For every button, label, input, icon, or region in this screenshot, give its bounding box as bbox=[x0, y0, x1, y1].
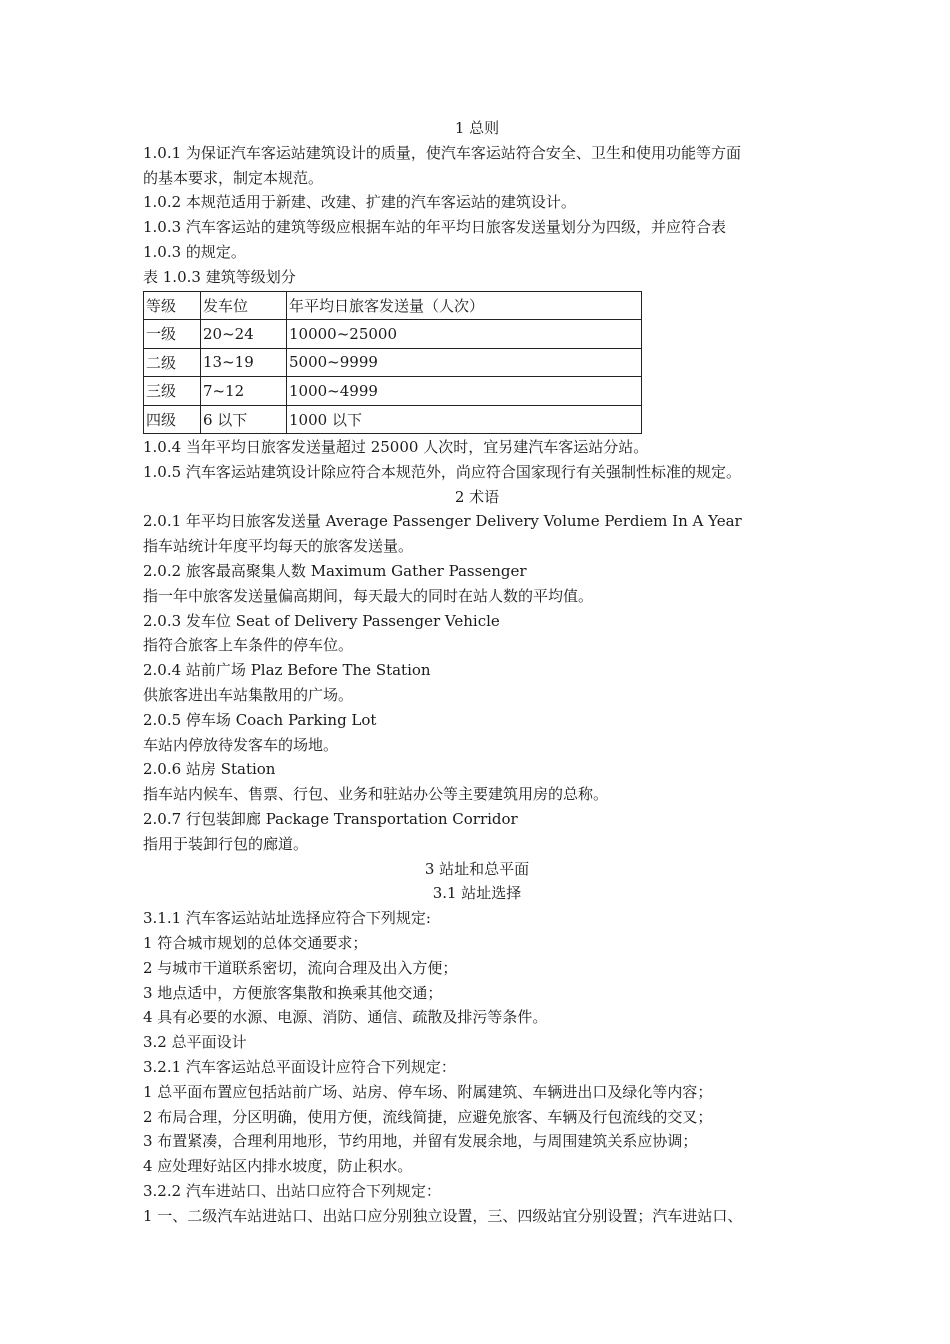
list-item: 4 应处理好站区内排水坡度，防止积水。 bbox=[143, 1157, 413, 1176]
clause-3-2-1: 3.2.1 汽车客运站总平面设计应符合下列规定： bbox=[143, 1058, 456, 1076]
list-item: 2 与城市干道联系密切，流向合理及出入方便； bbox=[143, 958, 458, 977]
list-item: 1 符合城市规划的总体交通要求； bbox=[143, 934, 368, 953]
list-item: 2 布局合理，分区明确，使用方便，流线简捷，应避免旅客、车辆及行包流线的交叉； bbox=[143, 1107, 713, 1126]
term-2-0-4: 2.0.4 站前广场 Plaz Before The Station bbox=[143, 661, 431, 680]
list-item: 1 总平面布置应包括站前广场、站房、停车场、附属建筑、车辆进出口及绿化等内容； bbox=[143, 1082, 713, 1101]
clause-1-0-3: 1.0.3 汽车客运站的建筑等级应根据车站的年平均日旅客发送量划分为四级，并应符合表 bbox=[143, 218, 726, 237]
list-item: 3 地点适中，方便旅客集散和换乘其他交通； bbox=[143, 983, 443, 1002]
table-row bbox=[144, 377, 642, 406]
document-page bbox=[143, 116, 811, 1229]
table-cell: 6 以下 bbox=[201, 405, 287, 434]
table-cell: 20~24 bbox=[201, 320, 287, 349]
table-cell: 四级 bbox=[144, 405, 201, 434]
term-definition: 指符合旅客上车条件的停车位。 bbox=[143, 636, 354, 655]
section-heading-general: 1 总则 bbox=[454, 119, 500, 137]
table-cell: 1000 以下 bbox=[287, 405, 642, 434]
term-2-0-6: 2.0.6 站房 Station bbox=[143, 760, 276, 779]
section-heading-terms: 2 术语 bbox=[454, 487, 500, 506]
clause-1-0-4: 1.0.4 当年平均日旅客发送量超过 25000 人次时，宜另建汽车客运站分站。 bbox=[143, 438, 649, 457]
clause-1-0-1: 1.0.1 为保证汽车客运站建筑设计的质量，使汽车客运站符合安全、卫生和使用功能等方面 bbox=[143, 143, 741, 162]
table-row bbox=[144, 348, 642, 377]
term-definition: 指一年中旅客发送量偏高期间，每天最大的同时在站人数的平均值。 bbox=[143, 586, 594, 605]
clause-1-0-2: 1.0.2 本规范适用于新建、改建、扩建的汽车客运站的建筑设计。 bbox=[143, 193, 576, 212]
term-2-0-2: 2.0.2 旅客最高聚集人数 Maximum Gather Passenger bbox=[143, 562, 527, 581]
table-header-cell: 年平均日旅客发送量（人次） bbox=[287, 291, 642, 320]
subsection-heading-site-selection: 3.1 站址选择 bbox=[432, 884, 522, 903]
term-definition: 车站内停放待发客车的场地。 bbox=[143, 735, 339, 754]
table-cell: 10000~25000 bbox=[287, 320, 642, 349]
term-2-0-5: 2.0.5 停车场 Coach Parking Lot bbox=[143, 710, 377, 729]
section-heading-site-plan: 3 站址和总平面 bbox=[424, 859, 530, 878]
term-2-0-1: 2.0.1 年平均日旅客发送量 Average Passenger Delivery Volume Perdiem In A Year bbox=[143, 512, 742, 531]
clause-1-0-5: 1.0.5 汽车客运站建筑设计除应符合本规范外，尚应符合国家现行有关强制性标准的规定。 bbox=[143, 462, 741, 481]
term-2-0-7: 2.0.7 行包装卸廊 Package Transportation Corridor bbox=[143, 810, 518, 829]
clause-3-1-1: 3.1.1 汽车客运站站址选择应符合下列规定: bbox=[143, 909, 431, 928]
grade-table bbox=[143, 291, 642, 435]
term-definition: 指用于装卸行包的廊道。 bbox=[143, 834, 309, 853]
table-header-cell: 等级 bbox=[144, 291, 201, 320]
table-cell: 7~12 bbox=[201, 377, 287, 406]
table-cell: 三级 bbox=[144, 377, 201, 406]
list-item: 3 布置紧凑，合理利用地形，节约用地，并留有发展余地，与周围建筑关系应协调； bbox=[143, 1132, 698, 1151]
table-cell: 一级 bbox=[144, 320, 201, 349]
list-item: 1 一、二级汽车站进站口、出站口应分别独立设置，三、四级站宜分别设置；汽车进站口、 bbox=[143, 1206, 743, 1225]
clause-1-0-1-cont: 的基本要求，制定本规范。 bbox=[143, 168, 324, 187]
table-row bbox=[144, 405, 642, 434]
term-definition: 指车站统计年度平均每天的旅客发送量。 bbox=[143, 537, 414, 556]
table-header-row bbox=[144, 291, 642, 320]
table-cell: 13~19 bbox=[201, 348, 287, 377]
table-cell: 1000~4999 bbox=[287, 377, 642, 406]
term-definition: 指车站内候车、售票、行包、业务和驻站办公等主要建筑用房的总称。 bbox=[143, 785, 609, 804]
clause-3-2-2: 3.2.2 汽车进站口、出站口应符合下列规定： bbox=[143, 1181, 441, 1200]
term-2-0-3: 2.0.3 发车位 Seat of Delivery Passenger Vehicle bbox=[143, 611, 500, 630]
table-caption: 表 1.0.3 建筑等级划分 bbox=[143, 267, 296, 286]
table-row bbox=[144, 320, 642, 349]
table-header-cell: 发车位 bbox=[201, 291, 287, 320]
term-definition: 供旅客进出车站集散用的广场。 bbox=[143, 686, 354, 705]
table-cell: 二级 bbox=[144, 348, 201, 377]
subsection-heading-general-plan: 3.2 总平面设计 bbox=[143, 1033, 247, 1052]
list-item: 4 具有必要的水源、电源、消防、通信、疏散及排污等条件。 bbox=[143, 1008, 548, 1027]
clause-1-0-3-cont: 1.0.3 的规定。 bbox=[143, 242, 246, 261]
table-cell: 5000~9999 bbox=[287, 348, 642, 377]
